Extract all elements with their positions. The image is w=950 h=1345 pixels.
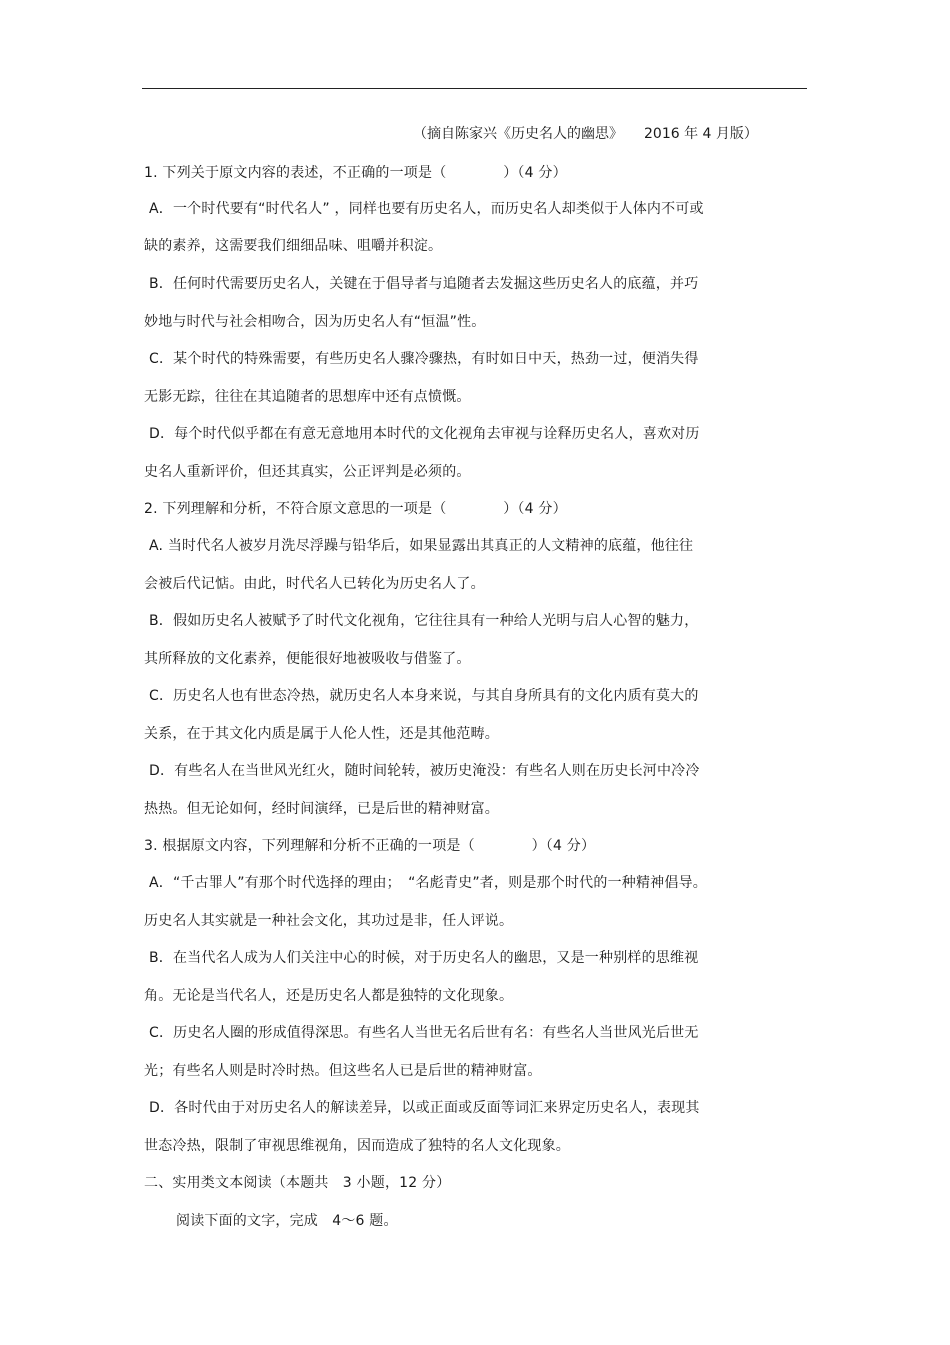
question-2-option-a-cont: 会被后代记惦。由此，时代名人已转化为历史名人了。 xyxy=(144,576,485,592)
question-1-option-a-cont: 缺的素养，这需要我们细细品味、咀嚼并积淀。 xyxy=(144,238,443,254)
question-3-option-d-cont: 世态冷热，限制了审视思维视角，因而造成了独特的名人文化现象。 xyxy=(144,1138,570,1154)
question-1-stem: 1. 下列关于原文内容的表述，不正确的一项是（ ）（4 分） xyxy=(144,165,567,181)
question-3-option-a-cont: 历史名人其实就是一种社会文化，其功过是非，任人评说。 xyxy=(144,913,514,929)
reading-instruction: 阅读下面的文字，完成 4～6 题。 xyxy=(176,1213,398,1229)
source-citation: （摘自陈家兴《历史名人的幽思》 2016 年 4 月版） xyxy=(413,126,758,142)
question-1-option-c: C．某个时代的特殊需要，有些历史名人骤冷骤热，有时如日中天，热劲一过，便消失得 xyxy=(149,351,699,367)
question-3-option-c-cont: 光；有些名人则是时冷时热。但这些名人已是后世的精神财富。 xyxy=(144,1063,542,1079)
question-2-option-d: D．有些名人在当世风光红火，随时间轮转，被历史淹没：有些名人则在历史长河中冷冷 xyxy=(149,763,700,779)
question-2-option-a: A. 当时代名人被岁月洗尽浮躁与铅华后，如果显露出其真正的人文精神的底蕴，他往往 xyxy=(149,538,694,554)
question-1-option-d: D．每个时代似乎都在有意无意地用本时代的文化视角去审视与诠释历史名人，喜欢对历 xyxy=(149,426,700,442)
question-1-option-a: A．一个时代要有“时代名人” ，同样也要有历史名人，而历史名人却类似于人体内不可或 xyxy=(149,201,704,217)
question-2-stem: 2. 下列理解和分析，不符合原文意思的一项是（ ）（4 分） xyxy=(144,501,567,517)
question-1-option-d-cont: 史名人重新评价，但还其真实，公正评判是必须的。 xyxy=(144,464,471,480)
question-3-option-b: B．在当代名人成为人们关注中心的时候，对于历史名人的幽思，又是一种别样的思维视 xyxy=(149,950,699,966)
question-3-option-c: C．历史名人圈的形成值得深思。有些名人当世无名后世有名：有些名人当世风光后世无 xyxy=(149,1025,699,1041)
question-3-option-d: D．各时代由于对历史名人的解读差异，以或正面或反面等词汇来界定历史名人，表现其 xyxy=(149,1100,700,1116)
question-2-option-c: C．历史名人也有世态冷热，就历史名人本身来说，与其自身所具有的文化内质有莫大的 xyxy=(149,688,699,704)
question-1-option-c-cont: 无影无踪，往往在其追随者的思想库中还有点愤慨。 xyxy=(144,389,471,405)
question-1-option-b: B．任何时代需要历史名人，关键在于倡导者与追随者去发掘这些历史名人的底蕴，并巧 xyxy=(149,276,699,292)
question-3-option-a: A．“千古罪人”有那个时代选择的理由； “名彪青史”者，则是那个时代的一种精神倡导。 xyxy=(149,875,707,891)
section-2-heading: 二、实用类文本阅读（本题共 3 小题，12 分） xyxy=(144,1175,451,1191)
question-2-option-b: B．假如历史名人被赋予了时代文化视角，它往往具有一种给人光明与启人心智的魅力， xyxy=(149,613,699,629)
question-3-option-b-cont: 角。无论是当代名人，还是历史名人都是独特的文化现象。 xyxy=(144,988,514,1004)
question-2-option-c-cont: 关系，在于其文化内质是属于人伦人性，还是其他范畴。 xyxy=(144,726,499,742)
question-2-option-b-cont: 其所释放的文化素养，便能很好地被吸收与借鉴了。 xyxy=(144,651,471,667)
question-2-option-d-cont: 热热。但无论如何，经时间演绎，已是后世的精神财富。 xyxy=(144,801,499,817)
question-1-option-b-cont: 妙地与时代与社会相吻合，因为历史名人有“恒温”性。 xyxy=(144,314,486,330)
question-3-stem: 3. 根据原文内容，下列理解和分析不正确的一项是（ ）（4 分） xyxy=(144,838,596,854)
header-rule xyxy=(142,88,807,89)
